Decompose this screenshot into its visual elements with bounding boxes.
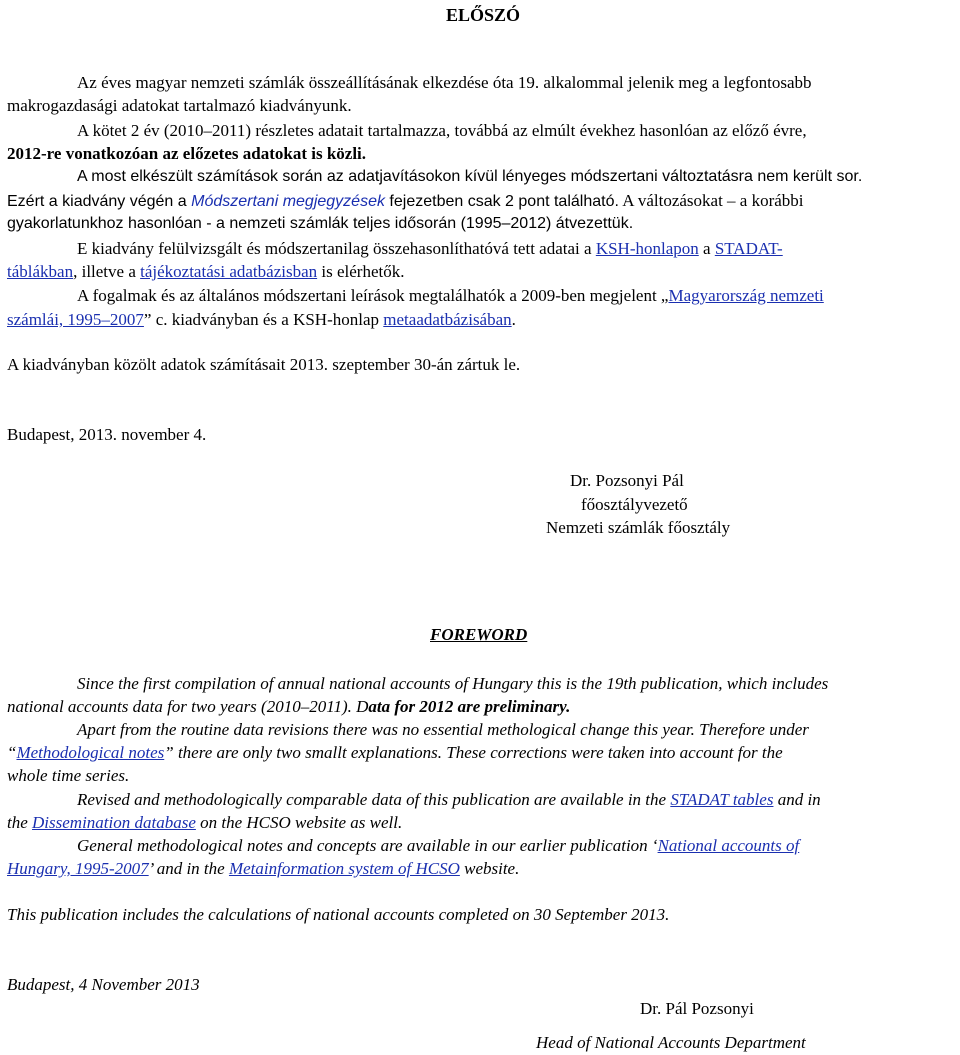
en-p4-text-b: ’ and in the xyxy=(148,859,229,878)
hu-p4-text-d: is elérhetők. xyxy=(317,262,405,281)
hu-methodological-notes-link[interactable]: Módszertani megjegyzések xyxy=(191,193,385,210)
en-p3-text-b: and in xyxy=(773,790,821,809)
en-p3-text-a: Revised and methodologically comparable data of this publication are available in the xyxy=(77,790,671,809)
en-p3-line2 xyxy=(7,813,402,833)
en-p3-text-c: the xyxy=(7,813,33,832)
en-p4-text-c: website. xyxy=(459,859,520,878)
en-title: FOREWORD xyxy=(430,625,528,644)
en-p1-text-bold: ata for 2012 are preliminary. xyxy=(368,697,571,716)
en-p2-text-b: ” there are only two smallt explanations. These corrections were taken into account for the xyxy=(164,743,783,762)
en-p2-line3: whole time series. xyxy=(7,766,130,785)
en-p3-line1 xyxy=(77,790,821,810)
hu-p2-line2: 2012-re vonatkozóan az előzetes adatokat is közli. xyxy=(7,144,367,163)
en-p2-quote-open: “ xyxy=(7,743,17,762)
en-p4-line2 xyxy=(7,859,519,879)
en-p1-text-a: national accounts data for two years (2010–2011). D xyxy=(7,697,369,716)
en-p4-text-a: General methodological notes and concepts are available in our earlier publication ‘ xyxy=(77,836,658,855)
en-p3-text-d: on the HCSO website as well. xyxy=(195,813,403,832)
hu-p3-text-a: Ezért a kiadvány végén a xyxy=(7,193,192,210)
hu-p2-line1: A kötet 2 év (2010–2011) részletes adatait tartalmazza, továbbá az elmúlt évekhez hasonlóan az előző évre, xyxy=(77,121,807,140)
hu-p1-line1: Az éves magyar nemzeti számlák összeállításának elkezdése óta 19. alkalommal jelenik meg a legfontosabb xyxy=(77,73,812,92)
magyarorszag-nemzeti-szamlai-link-part2[interactable]: számlái, 1995–2007 xyxy=(7,310,144,329)
stadat-tables-link[interactable]: STADAT tables xyxy=(670,790,774,809)
stadat-tablak-link-part1[interactable]: STADAT- xyxy=(714,239,783,258)
national-accounts-link-part1[interactable]: National accounts of xyxy=(657,836,800,855)
hu-signature-dept: Nemzeti számlák főosztály xyxy=(546,518,731,537)
hu-title: ELŐSZÓ xyxy=(446,5,521,25)
en-p4-line1 xyxy=(77,836,799,856)
tajekoztatasi-adatbazis-link[interactable]: tájékoztatási adatbázisban xyxy=(140,262,318,281)
hu-p5-line2 xyxy=(7,310,516,330)
dissemination-database-link[interactable]: Dissemination database xyxy=(32,813,196,832)
en-signature-role: Head of National Accounts Department xyxy=(536,1033,806,1052)
metaadatbazis-link[interactable]: metaadatbázisában xyxy=(383,310,512,329)
hu-date: Budapest, 2013. november 4. xyxy=(7,425,207,444)
en-p2-line1: Apart from the routine data revisions there was no essential methological change this year. Therefore under xyxy=(77,720,809,739)
hu-p3-line1: A most elkészült számítások során az adatjavításokon kívül lényeges módszertani változtatásra nem került sor. xyxy=(77,168,863,185)
hu-p4-line1 xyxy=(77,239,783,259)
hu-closing: A kiadványban közölt adatok számításait 2013. szeptember 30-án zártuk le. xyxy=(7,355,521,374)
hu-p3-line3: gyakorlatunkhoz hasonlóan - a nemzeti számlák teljes idősorán (1995–2012) átvezettük. xyxy=(7,215,634,232)
hu-p5-text-b: ” c. kiadványban és a KSH-honlap xyxy=(143,310,384,329)
hu-p3-text-c: A változásokat – a korábbi xyxy=(618,191,804,210)
en-signature-name: Dr. Pál Pozsonyi xyxy=(640,999,754,1018)
hu-p4-line2 xyxy=(7,262,404,282)
hu-p3-text-b: fejezetben csak 2 pont található. xyxy=(384,193,619,210)
hu-p5-text-a: A fogalmak és az általános módszertani leírások megtalálhatók a 2009-ben megjelent „ xyxy=(77,286,669,305)
hu-signature-role: főosztályvezető xyxy=(581,495,688,514)
hu-p5-text-c: . xyxy=(511,310,516,329)
hu-p3-line2 xyxy=(7,191,804,212)
metainformation-system-link[interactable]: Metainformation system of HCSO xyxy=(228,859,460,878)
magyarorszag-nemzeti-szamlai-link-part1[interactable]: Magyarország nemzeti xyxy=(668,286,824,305)
en-p2-line2 xyxy=(7,743,783,763)
en-date: Budapest, 4 November 2013 xyxy=(7,975,200,994)
en-p1-line1: Since the first compilation of annual national accounts of Hungary this is the 19th publication, which includes xyxy=(77,674,829,693)
hu-p4-text-b: a xyxy=(698,239,715,258)
en-closing: This publication includes the calculations of national accounts completed on 30 September 2013. xyxy=(7,905,670,924)
hu-p5-line1 xyxy=(77,286,824,306)
hu-p4-text-c: , illetve a xyxy=(73,262,141,281)
hu-p4-text-a: E kiadvány felülvizsgált és módszertanilag összehasonlíthatóvá tett adatai a xyxy=(77,239,596,258)
hu-signature-name: Dr. Pozsonyi Pál xyxy=(570,471,684,490)
stadat-tablak-link-part2[interactable]: táblákban xyxy=(7,262,74,281)
hu-p1-line2: makrogazdasági adatokat tartalmazó kiadványunk. xyxy=(7,96,352,115)
methodological-notes-link[interactable]: Methodological notes xyxy=(16,743,165,762)
en-p1-line2 xyxy=(7,697,570,717)
ksh-honlap-link[interactable]: KSH-honlapon xyxy=(595,239,699,258)
national-accounts-link-part2[interactable]: Hungary, 1995-2007 xyxy=(7,859,149,878)
